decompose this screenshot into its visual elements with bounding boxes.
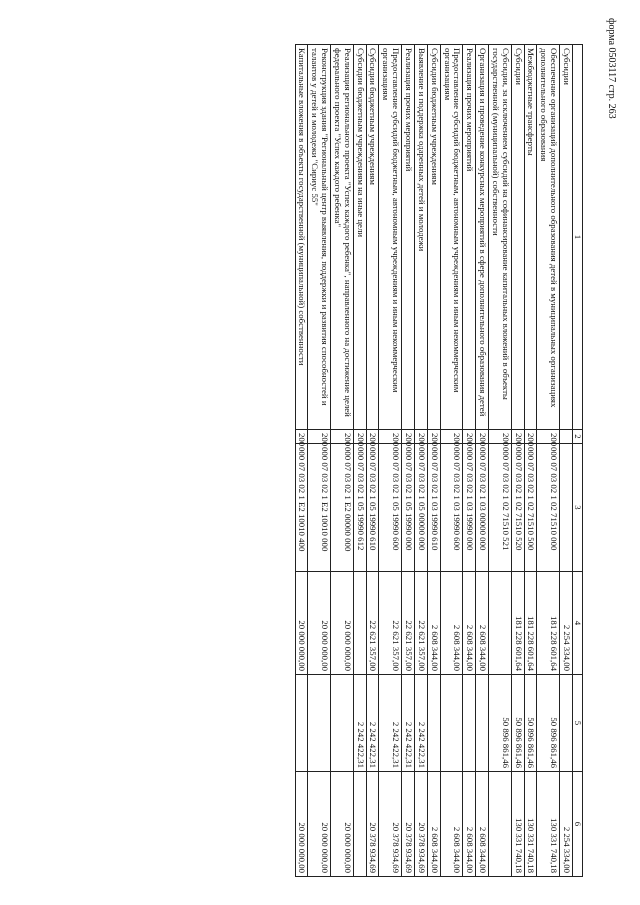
row-executed-amount: 50 896 861,46 [489, 675, 512, 772]
row-remaining-amount: 130 331 740,18 [511, 772, 524, 877]
row-remaining-amount [353, 772, 366, 877]
row-remaining-amount: 2 608 344,00 [476, 772, 489, 877]
row-budget-code: 000 07 03 02 1 05 19990 610 [366, 444, 379, 572]
row-remaining-amount: 20 378 934,69 [379, 772, 402, 877]
row-name: Субсидии [560, 45, 573, 430]
row-executed-amount: 2 242 422,31 [402, 675, 415, 772]
row-executed-amount: 2 242 422,31 [366, 675, 379, 772]
row-line-code: 200 [331, 430, 354, 444]
row-approved-amount: 22 621 357,00 [366, 572, 379, 675]
table-row [295, 45, 308, 877]
row-remaining-amount: 20 378 934,69 [415, 772, 428, 877]
row-remaining-amount: 20 000 000,00 [331, 772, 354, 877]
row-name: Обеспечение организаций дополнительного образования детей в муниципальных организациях дополнительного образования [537, 45, 560, 430]
table-row [427, 45, 440, 877]
row-name: Субсидии бюджетным учреждениям на иные цели [353, 45, 366, 430]
row-line-code: 200 [379, 430, 402, 444]
row-remaining-amount: 130 331 740,18 [524, 772, 537, 877]
row-name: Выявление и поддержка одаренных детей и молодежи [415, 45, 428, 430]
report-table-container [70, 44, 583, 876]
row-line-code: 200 [295, 430, 308, 444]
row-line-code: 200 [476, 430, 489, 444]
row-name: Межбюджетные трансферты [524, 45, 537, 430]
row-name: Субсидии бюджетным учреждениям [427, 45, 440, 430]
header-col-1: 1 [573, 45, 583, 430]
row-remaining-amount: 20 378 934,69 [402, 772, 415, 877]
table-row [476, 45, 489, 877]
row-executed-amount [560, 675, 573, 772]
row-executed-amount [463, 675, 476, 772]
row-executed-amount: 50 896 861,46 [511, 675, 524, 772]
row-line-code: 200 [427, 430, 440, 444]
row-budget-code: 000 07 03 02 1 05 00000 000 [415, 444, 428, 572]
row-approved-amount: 20 000 000,00 [331, 572, 354, 675]
row-executed-amount: 2 242 422,31 [353, 675, 366, 772]
row-approved-amount [489, 572, 512, 675]
form-label: форма 0503117 стр. 263 [606, 18, 617, 119]
row-budget-code: 000 07 03 02 1 03 00000 000 [476, 444, 489, 572]
row-budget-code: 000 07 03 02 1 02 71510 521 [489, 444, 512, 572]
header-col-5: 5 [573, 675, 583, 772]
row-remaining-amount: 2 608 344,00 [463, 772, 476, 877]
row-approved-amount: 22 621 357,00 [402, 572, 415, 675]
row-remaining-amount: 130 331 740,18 [537, 772, 560, 877]
row-remaining-amount: 2 254 334,00 [560, 772, 573, 877]
row-approved-amount: 2 608 344,00 [440, 572, 463, 675]
row-approved-amount [353, 572, 366, 675]
header-col-6: 6 [573, 772, 583, 877]
table-row [331, 45, 354, 877]
row-name: Субсидии, за исключением субсидий на софинансирование капитальных вложений в объекты государственной (муниципальной) собственности [489, 45, 512, 430]
row-name: Реконструкция здания "Региональный центр выявления, поддержки и развития способностей и талантов у детей и молодежи "Сириус 55" [308, 45, 331, 430]
header-col-3: 3 [573, 444, 583, 572]
row-name: Реализация прочих мероприятий [402, 45, 415, 430]
row-name: Предоставление субсидий бюджетным, автономным учреждениям и иным некоммерческим организациям [379, 45, 402, 430]
row-line-code [560, 430, 573, 444]
table-row [308, 45, 331, 877]
row-name: Субсидии [511, 45, 524, 430]
row-name: Капитальные вложения в объекты государственной (муниципальной) собственности [295, 45, 308, 430]
row-remaining-amount: 20 000 000,00 [308, 772, 331, 877]
row-approved-amount: 22 621 357,00 [379, 572, 402, 675]
row-budget-code: 000 07 03 02 1 03 19990 600 [440, 444, 463, 572]
table-row [440, 45, 463, 877]
row-name: Предоставление субсидий бюджетным, автономным учреждениям и иным некоммерческим организациям [440, 45, 463, 430]
row-line-code: 200 [402, 430, 415, 444]
row-line-code: 200 [463, 430, 476, 444]
table-row [353, 45, 366, 877]
row-approved-amount: 181 228 601,64 [524, 572, 537, 675]
row-approved-amount: 2 608 344,00 [427, 572, 440, 675]
row-executed-amount [476, 675, 489, 772]
row-approved-amount: 2 608 344,00 [463, 572, 476, 675]
row-budget-code: 000 07 03 02 1 03 19990 000 [463, 444, 476, 572]
row-line-code: 200 [537, 430, 560, 444]
row-line-code: 200 [511, 430, 524, 444]
row-name: Субсидии бюджетным учреждениям [366, 45, 379, 430]
row-line-code: 200 [489, 430, 512, 444]
row-remaining-amount: 2 608 344,00 [440, 772, 463, 877]
row-budget-code: 000 07 03 02 1 05 19990 600 [379, 444, 402, 572]
row-approved-amount: 181 228 601,64 [511, 572, 524, 675]
table-row [415, 45, 428, 877]
row-executed-amount [308, 675, 331, 772]
row-executed-amount [427, 675, 440, 772]
row-approved-amount: 2 254 334,00 [560, 572, 573, 675]
row-budget-code: 000 07 03 02 1 02 71510 000 [537, 444, 560, 572]
row-budget-code: 000 07 03 02 1 02 71510 520 [511, 444, 524, 572]
table-row [524, 45, 537, 877]
table-row [379, 45, 402, 877]
table-row [366, 45, 379, 877]
row-budget-code [560, 444, 573, 572]
row-budget-code: 000 07 03 02 1 02 71510 500 [524, 444, 537, 572]
row-executed-amount: 50 896 861,46 [537, 675, 560, 772]
row-executed-amount [440, 675, 463, 772]
row-line-code: 200 [415, 430, 428, 444]
row-approved-amount: 181 228 601,64 [537, 572, 560, 675]
row-remaining-amount: 2 608 344,00 [427, 772, 440, 877]
row-approved-amount: 20 000 000,00 [295, 572, 308, 675]
row-approved-amount: 22 621 357,00 [415, 572, 428, 675]
row-name: Организация и проведение конкурсных мероприятий в сфере дополнительного образования детей [476, 45, 489, 430]
row-executed-amount: 2 242 422,31 [379, 675, 402, 772]
row-line-code: 200 [308, 430, 331, 444]
row-executed-amount: 50 896 861,46 [524, 675, 537, 772]
report-table [295, 44, 583, 877]
row-executed-amount [295, 675, 308, 772]
table-row [511, 45, 524, 877]
row-budget-code: 000 07 03 02 1 E2 10010 000 [308, 444, 331, 572]
row-line-code: 200 [353, 430, 366, 444]
row-name: Реализация регионального проекта "Успех каждого ребенка", направленного на достижение целей федерального проекта "Успех каждого ребенка" [331, 45, 354, 430]
table-body [295, 45, 572, 877]
form-header [601, 18, 621, 188]
row-line-code: 200 [524, 430, 537, 444]
row-line-code: 200 [440, 430, 463, 444]
row-budget-code: 000 07 03 02 1 05 19990 000 [402, 444, 415, 572]
row-budget-code: 000 07 03 02 1 E2 10010 400 [295, 444, 308, 572]
row-remaining-amount [489, 772, 512, 877]
table-row [537, 45, 560, 877]
header-col-4: 4 [573, 572, 583, 675]
row-executed-amount: 2 242 422,31 [415, 675, 428, 772]
table-row [489, 45, 512, 877]
row-approved-amount: 2 608 344,00 [476, 572, 489, 675]
row-name: Реализация прочих мероприятий [463, 45, 476, 430]
row-budget-code: 000 07 03 02 1 E2 00000 000 [331, 444, 354, 572]
header-row [573, 45, 583, 877]
row-remaining-amount: 20 000 000,00 [295, 772, 308, 877]
row-line-code: 200 [366, 430, 379, 444]
table-row [463, 45, 476, 877]
header-col-2: 2 [573, 430, 583, 444]
row-budget-code: 000 07 03 02 1 03 19990 610 [427, 444, 440, 572]
table-row [402, 45, 415, 877]
row-budget-code: 000 07 03 02 1 05 19990 612 [353, 444, 366, 572]
table-row [560, 45, 573, 877]
row-remaining-amount: 20 378 934,69 [366, 772, 379, 877]
row-approved-amount: 20 000 000,00 [308, 572, 331, 675]
row-executed-amount [331, 675, 354, 772]
